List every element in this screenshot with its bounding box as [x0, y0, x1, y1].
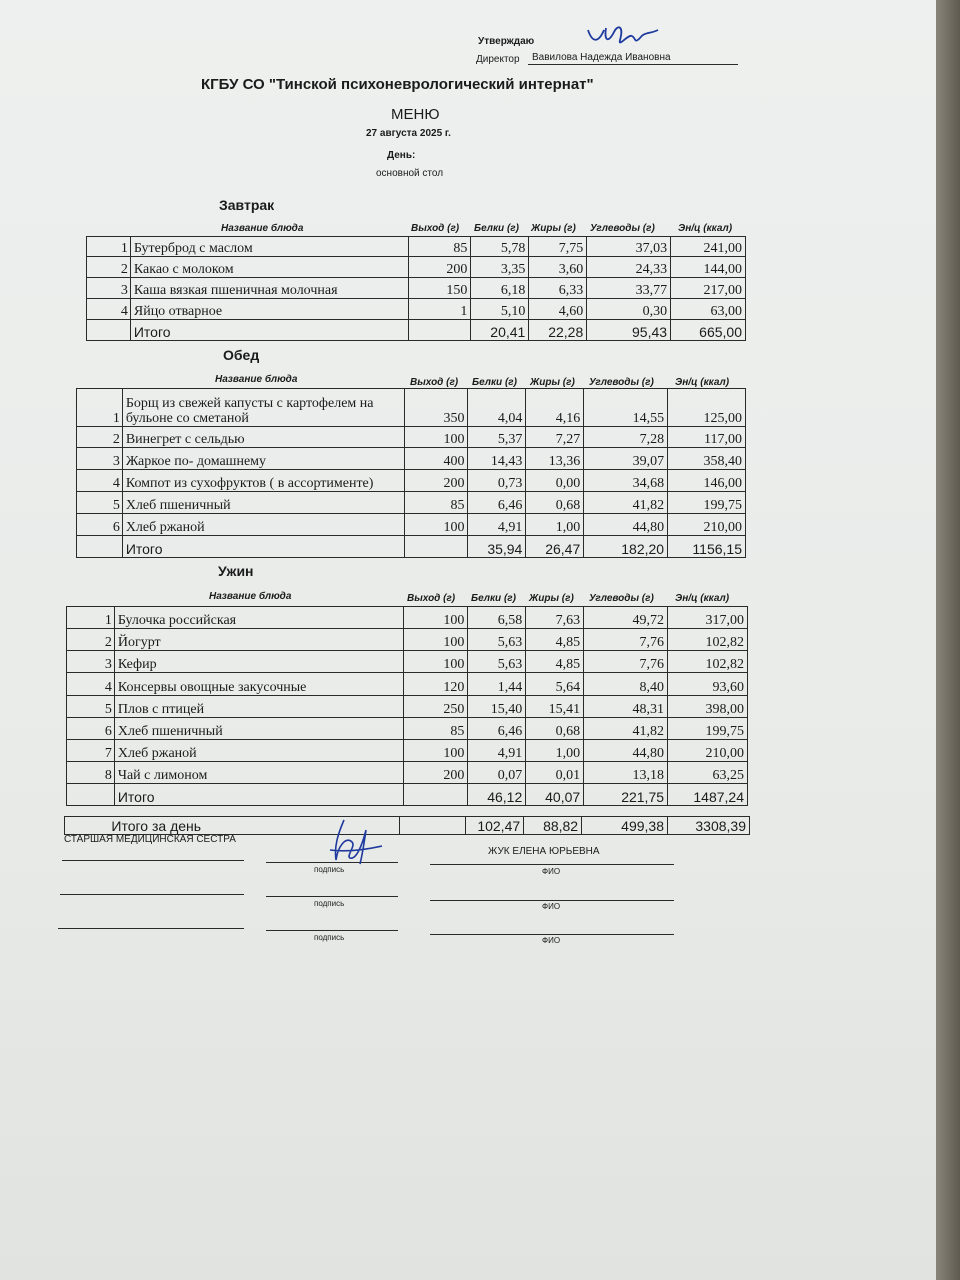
energy-cell: 146,00	[668, 470, 746, 492]
protein-cell: 5,63	[468, 651, 526, 673]
protein-cell: 4,91	[468, 514, 526, 536]
protein-cell: 6,58	[468, 607, 526, 629]
carbs-cell: 7,76	[584, 629, 668, 651]
dish-name: Хлеб пшеничный	[122, 492, 404, 514]
yield-cell: 100	[404, 427, 468, 448]
protein-cell: 5,10	[471, 299, 529, 320]
table-row	[67, 607, 748, 629]
director-signature	[584, 22, 664, 56]
yield-cell: 100	[404, 651, 468, 673]
breakfast-title: Завтрак	[219, 197, 275, 213]
table-row	[87, 299, 746, 320]
carbs-cell: 7,28	[584, 427, 668, 448]
total-protein: 35,94	[468, 536, 526, 558]
fat-cell: 0,68	[526, 718, 584, 740]
total-yield-empty	[408, 320, 471, 341]
carbs-cell: 33,77	[587, 278, 671, 299]
fio-caption-2: ФИО	[542, 902, 561, 911]
row-number: 4	[87, 299, 131, 320]
carbs-cell: 41,82	[584, 492, 668, 514]
total-fat: 26,47	[526, 536, 584, 558]
table-row	[67, 696, 748, 718]
total-fat: 22,28	[529, 320, 587, 341]
energy-cell: 199,75	[668, 492, 746, 514]
carbs-cell: 44,80	[584, 514, 668, 536]
table-row	[77, 448, 746, 470]
row-number: 8	[67, 762, 115, 784]
carbs-cell: 39,07	[584, 448, 668, 470]
dish-name: Какао с молоком	[130, 257, 408, 278]
fat-cell: 1,00	[526, 740, 584, 762]
yield-cell: 150	[408, 278, 471, 299]
protein-cell: 14,43	[468, 448, 526, 470]
yield-cell: 200	[408, 257, 471, 278]
row-number: 6	[77, 514, 123, 536]
table-type: основной стол	[376, 168, 444, 179]
protein-cell: 5,63	[468, 629, 526, 651]
table-row	[67, 718, 748, 740]
total-spacer	[87, 320, 131, 341]
dish-name: Хлеб ржаной	[122, 514, 404, 536]
table-row	[77, 470, 746, 492]
protein-cell: 6,46	[468, 718, 526, 740]
row-number: 2	[67, 629, 115, 651]
dish-name: Хлеб пшеничный	[114, 718, 404, 740]
row-number: 1	[77, 389, 123, 427]
dish-name: Компот из сухофруктов ( в ассортименте)	[122, 470, 404, 492]
page-title: МЕНЮ	[391, 106, 440, 123]
row-number: 3	[67, 651, 115, 673]
day-total-table	[64, 816, 750, 835]
fat-cell: 7,63	[526, 607, 584, 629]
day-total-row	[65, 817, 750, 835]
carbs-cell: 37,03	[587, 237, 671, 257]
role-underline-2	[60, 894, 244, 895]
dish-name: Каша вязкая пшеничная молочная	[130, 278, 408, 299]
day-total-energy: 3308,39	[668, 817, 750, 835]
day-total-label: Итого за день	[108, 817, 399, 835]
energy-cell: 358,40	[668, 448, 746, 470]
background-table-edge	[936, 0, 960, 1280]
energy-cell: 102,82	[668, 651, 748, 673]
dish-name: Плов с птицей	[114, 696, 404, 718]
total-spacer	[77, 536, 123, 558]
yield-cell: 250	[404, 696, 468, 718]
dish-name: Бутерброд с маслом	[130, 237, 408, 257]
carbs-cell: 49,72	[584, 607, 668, 629]
fat-cell: 0,68	[526, 492, 584, 514]
total-energy: 665,00	[671, 320, 746, 341]
lunch-table	[76, 388, 746, 558]
lunch-title: Обед	[223, 347, 260, 363]
fio-caption-1: ФИО	[542, 867, 561, 876]
total-fat: 40,07	[526, 784, 584, 806]
energy-cell: 398,00	[668, 696, 748, 718]
energy-cell: 63,25	[668, 762, 748, 784]
role-underline-3	[58, 928, 244, 929]
signature-caption-3: подпись	[314, 933, 345, 942]
energy-cell: 125,00	[668, 389, 746, 427]
protein-cell: 5,37	[468, 427, 526, 448]
nurse-name: ЖУК ЕЛЕНА ЮРЬЕВНА	[488, 846, 600, 857]
total-carbs: 221,75	[584, 784, 668, 806]
yield-cell: 100	[404, 629, 468, 651]
table-row	[67, 651, 748, 673]
yield-cell: 100	[404, 514, 468, 536]
dish-name: Жаркое по- домашнему	[122, 448, 404, 470]
dinner-title: Ужин	[218, 563, 254, 579]
protein-cell: 4,91	[468, 740, 526, 762]
energy-cell: 63,00	[671, 299, 746, 320]
yield-cell: 200	[404, 762, 468, 784]
nurse-role: СТАРШАЯ МЕДИЦИНСКАЯ СЕСТРА	[64, 834, 236, 845]
dish-name: Борщ из свежей капусты с картофелем на бульоне со сметаной	[122, 389, 404, 427]
energy-cell: 317,00	[668, 607, 748, 629]
dish-name: Винегрет с сельдью	[122, 427, 404, 448]
fat-cell: 15,41	[526, 696, 584, 718]
yield-cell: 350	[404, 389, 468, 427]
total-row	[67, 784, 748, 806]
total-yield-empty	[404, 536, 468, 558]
yield-cell: 200	[404, 470, 468, 492]
yield-cell: 400	[404, 448, 468, 470]
energy-cell: 241,00	[671, 237, 746, 257]
energy-cell: 199,75	[668, 718, 748, 740]
table-row	[87, 278, 746, 299]
row-number: 4	[77, 470, 123, 492]
fio-underline-2	[430, 900, 674, 901]
dish-name: Чай с лимоном	[114, 762, 404, 784]
yield-cell: 1	[408, 299, 471, 320]
breakfast-table	[86, 236, 746, 341]
fat-cell: 4,60	[529, 299, 587, 320]
organization-name: КГБУ СО "Тинской психоневрологический интернат"	[201, 76, 594, 93]
row-number: 3	[87, 278, 131, 299]
energy-cell: 217,00	[671, 278, 746, 299]
carbs-cell: 24,33	[587, 257, 671, 278]
total-label: Итого	[114, 784, 404, 806]
fat-cell: 4,85	[526, 651, 584, 673]
protein-cell: 3,35	[471, 257, 529, 278]
carbs-cell: 48,31	[584, 696, 668, 718]
fat-cell: 5,64	[526, 673, 584, 696]
row-number: 2	[77, 427, 123, 448]
signature-underline-2	[266, 896, 398, 897]
table-row	[67, 740, 748, 762]
fio-underline-1	[430, 864, 674, 865]
table-row	[77, 514, 746, 536]
row-number: 2	[87, 257, 131, 278]
fat-cell: 4,16	[526, 389, 584, 427]
fio-caption-3: ФИО	[542, 936, 561, 945]
table-row	[67, 762, 748, 784]
row-number: 6	[67, 718, 115, 740]
total-row	[87, 320, 746, 341]
protein-cell: 6,18	[471, 278, 529, 299]
protein-cell: 6,46	[468, 492, 526, 514]
total-carbs: 182,20	[584, 536, 668, 558]
total-label: Итого	[130, 320, 408, 341]
table-row	[87, 257, 746, 278]
energy-cell: 117,00	[668, 427, 746, 448]
row-number: 3	[77, 448, 123, 470]
row-number: 5	[67, 696, 115, 718]
row-number: 5	[77, 492, 123, 514]
energy-cell: 93,60	[668, 673, 748, 696]
total-energy: 1156,15	[668, 536, 746, 558]
fat-cell: 7,75	[529, 237, 587, 257]
day-label: День:	[387, 150, 416, 161]
total-label: Итого	[122, 536, 404, 558]
fat-cell: 3,60	[529, 257, 587, 278]
total-protein: 46,12	[468, 784, 526, 806]
yield-cell: 100	[404, 607, 468, 629]
table-row	[67, 629, 748, 651]
fat-cell: 0,01	[526, 762, 584, 784]
director-name: Вавилова Надежда Ивановна	[532, 52, 671, 63]
table-row	[77, 492, 746, 514]
carbs-cell: 0,30	[587, 299, 671, 320]
total-energy: 1487,24	[668, 784, 748, 806]
protein-cell: 15,40	[468, 696, 526, 718]
total-carbs: 95,43	[587, 320, 671, 341]
day-total-protein: 102,47	[466, 817, 524, 835]
protein-cell: 4,04	[468, 389, 526, 427]
fat-cell: 0,00	[526, 470, 584, 492]
carbs-cell: 41,82	[584, 718, 668, 740]
protein-cell: 0,73	[468, 470, 526, 492]
energy-cell: 144,00	[671, 257, 746, 278]
fat-cell: 1,00	[526, 514, 584, 536]
fat-cell: 7,27	[526, 427, 584, 448]
nurse-signature	[316, 816, 386, 868]
yield-cell: 100	[404, 740, 468, 762]
signature-caption-1: подпись	[314, 865, 345, 874]
total-spacer	[67, 784, 115, 806]
yield-cell: 120	[404, 673, 468, 696]
total-row	[77, 536, 746, 558]
director-underline	[528, 64, 738, 65]
dish-name: Кефир	[114, 651, 404, 673]
fat-cell: 13,36	[526, 448, 584, 470]
energy-cell: 102,82	[668, 629, 748, 651]
signature-caption-2: подпись	[314, 899, 345, 908]
fat-cell: 4,85	[526, 629, 584, 651]
carbs-cell: 44,80	[584, 740, 668, 762]
menu-date: 27 августа 2025 г.	[366, 128, 451, 139]
signature-underline-3	[266, 930, 398, 931]
table-row	[77, 389, 746, 427]
row-number: 4	[67, 673, 115, 696]
carbs-cell: 8,40	[584, 673, 668, 696]
carbs-cell: 13,18	[584, 762, 668, 784]
yield-cell: 85	[404, 492, 468, 514]
approval-label: Утверждаю	[478, 36, 535, 47]
dish-name: Булочка российская	[114, 607, 404, 629]
dinner-table	[66, 606, 748, 806]
day-total-fat: 88,82	[524, 817, 582, 835]
dish-name: Йогурт	[114, 629, 404, 651]
protein-cell: 5,78	[471, 237, 529, 257]
fat-cell: 6,33	[529, 278, 587, 299]
row-number: 7	[67, 740, 115, 762]
row-number: 1	[87, 237, 131, 257]
dish-name: Хлеб ржаной	[114, 740, 404, 762]
energy-cell: 210,00	[668, 740, 748, 762]
row-number: 1	[67, 607, 115, 629]
carbs-cell: 14,55	[584, 389, 668, 427]
carbs-cell: 7,76	[584, 651, 668, 673]
total-yield-empty	[404, 784, 468, 806]
protein-cell: 1,44	[468, 673, 526, 696]
total-protein: 20,41	[471, 320, 529, 341]
table-row	[77, 427, 746, 448]
director-label: Директор	[476, 54, 520, 65]
dish-name: Консервы овощные закусочные	[114, 673, 404, 696]
carbs-cell: 34,68	[584, 470, 668, 492]
yield-cell: 85	[404, 718, 468, 740]
day-total-carbs: 499,38	[582, 817, 668, 835]
dish-name: Яйцо отварное	[130, 299, 408, 320]
protein-cell: 0,07	[468, 762, 526, 784]
yield-cell: 85	[408, 237, 471, 257]
table-row	[67, 673, 748, 696]
fio-underline-3	[430, 934, 674, 935]
role-underline	[62, 860, 244, 861]
table-row	[87, 237, 746, 257]
energy-cell: 210,00	[668, 514, 746, 536]
